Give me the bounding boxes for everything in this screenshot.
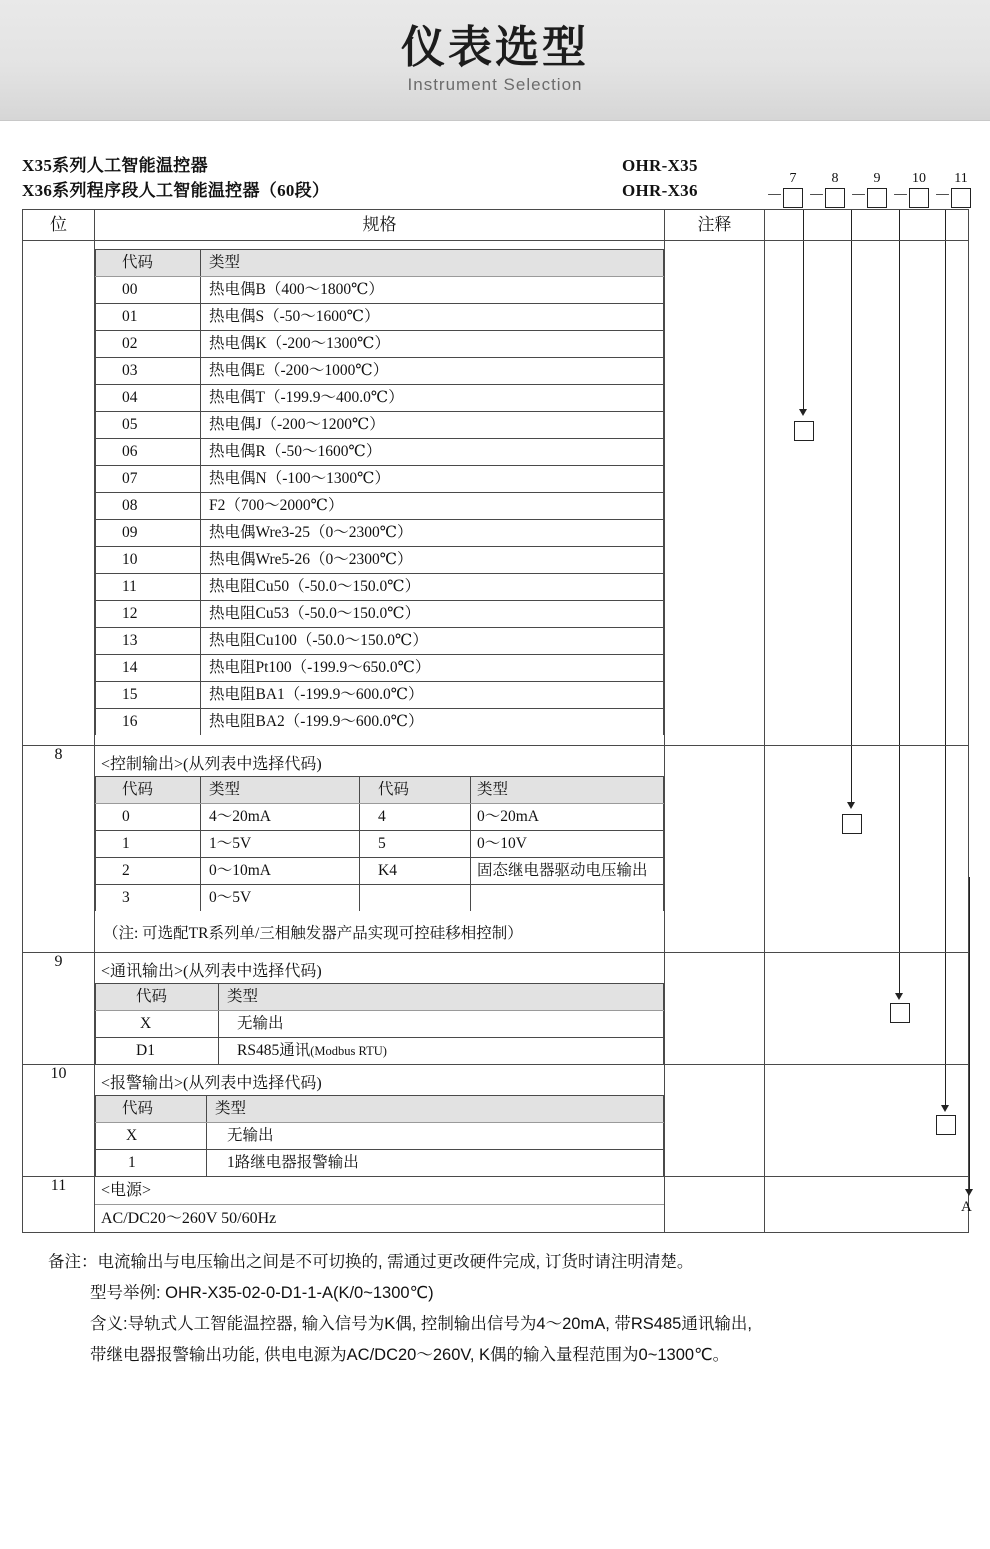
type-cell: 热电偶K（-200～1300℃） [201, 331, 664, 358]
section8-arrow-cell [765, 746, 969, 953]
table-row[interactable] [96, 885, 664, 912]
selection-sheet [0, 153, 990, 1371]
section8-head-code2: 代码 [360, 777, 471, 804]
arrow-line-10 [945, 241, 946, 745]
type-cell-2: 0～10V [471, 831, 664, 858]
code-cell-2: 5 [360, 831, 471, 858]
code-digit-7[interactable] [778, 171, 808, 208]
table-header-row [23, 210, 969, 241]
table-row[interactable] [96, 277, 664, 304]
arrow-line-10 [945, 1065, 946, 1107]
code-cell: X [96, 1123, 207, 1150]
table-row[interactable] [96, 547, 664, 574]
section10-spec [95, 1065, 665, 1177]
type-cell: 热电偶S（-50～1600℃） [201, 304, 664, 331]
arrow-line-10 [945, 746, 946, 952]
code-cell: 04 [96, 385, 201, 412]
table-row[interactable] [96, 804, 664, 831]
section9-list [95, 983, 664, 1064]
table-row[interactable] [96, 466, 664, 493]
section7-list-head [96, 250, 664, 277]
type-cell: 无输出 [207, 1123, 664, 1150]
code-cell: 02 [96, 331, 201, 358]
type-cell: 4～20mA [201, 804, 360, 831]
type-cell: F2（700～2000℃） [201, 493, 664, 520]
footer-line-4: 带继电器报警输出功能, 供电电源为AC/DC20～260V, K偶的输入量程范围为0~1300℃。 [90, 1346, 730, 1364]
code-digit-10-box[interactable] [909, 188, 929, 208]
table-row[interactable] [96, 858, 664, 885]
code-digit-11-label: 11 [954, 171, 968, 186]
arrow-head-9-icon [895, 993, 903, 1000]
section7-pos [23, 241, 95, 746]
type-cell: 热电偶Wre5-26（0～2300℃） [201, 547, 664, 574]
section8-spec [95, 746, 665, 953]
section10-head-type: 类型 [207, 1096, 664, 1123]
type-cell: 热电阻BA2（-199.9～600.0℃） [201, 709, 664, 736]
section8-head-type: 类型 [201, 777, 360, 804]
product-line-1: X35系列人工智能温控器 [22, 156, 208, 175]
section11-note [665, 1177, 765, 1233]
section11-spec [95, 1177, 665, 1233]
header-spec: 规格 [95, 210, 665, 241]
arrow-line-7 [803, 210, 804, 240]
arrow-line-9 [899, 210, 900, 240]
section8-title: <控制输出>(从列表中选择代码) [101, 756, 322, 773]
type-cell: 0～5V [201, 885, 360, 912]
row-section-9 [23, 953, 969, 1065]
type-cell-2: 固态继电器驱动电压输出 [471, 858, 664, 885]
code-cell: 3 [96, 885, 201, 912]
header-pos: 位 [23, 210, 95, 241]
table-row[interactable] [96, 655, 664, 682]
section9-head-type: 类型 [219, 984, 664, 1011]
section8-head-type2: 类型 [471, 777, 664, 804]
code-cell-2: 4 [360, 804, 471, 831]
section10-list [95, 1095, 664, 1176]
arrow-line-9 [899, 953, 900, 995]
section8-list-head [96, 777, 664, 804]
page-title-en: Instrument Selection [407, 75, 583, 95]
arrow-line-10 [945, 210, 946, 240]
code-digit-11[interactable] [946, 171, 976, 208]
code-cell: 08 [96, 493, 201, 520]
table-row[interactable] [96, 520, 664, 547]
code-cell: 12 [96, 601, 201, 628]
code-cell: 11 [96, 574, 201, 601]
arrow-line-8 [851, 746, 852, 804]
code-digit-11-box[interactable] [951, 188, 971, 208]
product-line-2: X36系列程序段人工智能温控器（60段） [22, 181, 330, 200]
dash-4: － [934, 186, 951, 205]
footer-line-3: 含义:导轨式人工智能温控器, 输入信号为K偶, 控制输出信号为4～20mA, 带RS485通讯输出, [90, 1315, 752, 1333]
section11-value: AC/DC20～260V 50/60Hz [101, 1210, 277, 1227]
code-cell: 14 [96, 655, 201, 682]
code-cell: X [96, 1011, 219, 1038]
arrow-head-11-icon [965, 1189, 973, 1196]
table-row[interactable] [96, 682, 664, 709]
section9-note [665, 953, 765, 1065]
specification-table [22, 209, 972, 1233]
table-row[interactable] [96, 1150, 664, 1177]
section8-note-text: （注: 可选配TR系列单/三相触发器产品实现可控硅移相控制） [103, 925, 523, 942]
section7-arrow-cell [765, 241, 969, 746]
section11-arrow-cell [765, 1177, 972, 1233]
type-cell-2 [471, 885, 664, 912]
section9-spec [95, 953, 665, 1065]
code-digit-8[interactable] [820, 171, 850, 208]
section7-note [665, 241, 765, 746]
type-cell: 热电阻BA1（-199.9～600.0℃） [201, 682, 664, 709]
header-note: 注释 [665, 210, 765, 241]
code-cell: 03 [96, 358, 201, 385]
code-cell: 15 [96, 682, 201, 709]
section7-spec [95, 241, 665, 746]
section9-head-code: 代码 [96, 984, 219, 1011]
arrow-line-8 [851, 210, 852, 240]
code-cell: 00 [96, 277, 201, 304]
section11-pos: 11 [23, 1177, 95, 1233]
type-cell: 0～10mA [201, 858, 360, 885]
type-cell: 热电偶B（400～1800℃） [201, 277, 664, 304]
table-row[interactable] [96, 1011, 664, 1038]
product-names [22, 153, 622, 203]
arrow-label-11: A [961, 1199, 972, 1215]
code-digit-7-box[interactable] [783, 188, 803, 208]
type-cell-2: 0～20mA [471, 804, 664, 831]
section10-head-code: 代码 [96, 1096, 207, 1123]
code-cell: 16 [96, 709, 201, 736]
code-digit-10-label: 10 [912, 171, 926, 186]
arrow-head-7-icon [799, 409, 807, 416]
table-row[interactable] [96, 601, 664, 628]
table-row[interactable] [96, 304, 664, 331]
footer-line-2: 型号举例: OHR-X35-02-0-D1-1-A(K/0~1300℃) [90, 1284, 434, 1302]
code-cell: 1 [96, 1150, 207, 1177]
code-cell-2: K4 [360, 858, 471, 885]
dash-3: － [892, 186, 909, 205]
arrow-box-10 [936, 1115, 956, 1135]
section7-block [95, 241, 664, 745]
type-cell: 热电偶E（-200～1000℃） [201, 358, 664, 385]
type-cell: 无输出 [219, 1011, 664, 1038]
code-cell: 05 [96, 412, 201, 439]
code-digit-9[interactable] [862, 171, 892, 208]
code-digit-7-label: 7 [789, 171, 797, 186]
section10-title: <报警输出>(从列表中选择代码) [101, 1075, 322, 1092]
type-cell: 1～5V [201, 831, 360, 858]
section9-list-head [96, 984, 664, 1011]
dash-0: － [766, 186, 783, 205]
section10-pos: 10 [23, 1065, 95, 1177]
section9-arrow-cell [765, 953, 969, 1065]
arrow-box-7 [794, 421, 814, 441]
section9-pos: 9 [23, 953, 95, 1065]
table-row[interactable] [96, 628, 664, 655]
dash-1: － [808, 186, 825, 205]
section10-note [665, 1065, 765, 1177]
code-cell: 06 [96, 439, 201, 466]
code-cell: 01 [96, 304, 201, 331]
type-cell: 热电阻Pt100（-199.9～650.0℃） [201, 655, 664, 682]
code-cell: 09 [96, 520, 201, 547]
type-cell: 热电偶R（-50～1600℃） [201, 439, 664, 466]
code-digit-9-box[interactable] [867, 188, 887, 208]
table-row[interactable] [96, 331, 664, 358]
section10-list-head [96, 1096, 664, 1123]
model-2: OHR-X36 [622, 181, 698, 200]
dash-2: － [850, 186, 867, 205]
footer-line-1: 备注：电流输出与电压输出之间是不可切换的, 需通过更改硬件完成, 订货时请注明清楚。 [48, 1253, 694, 1271]
section8-note [665, 746, 765, 953]
table-row[interactable] [96, 1038, 664, 1065]
type-cell: 热电偶N（-100～1300℃） [201, 466, 664, 493]
code-cell: 10 [96, 547, 201, 574]
code-cell: 2 [96, 858, 201, 885]
table-row[interactable] [96, 574, 664, 601]
row-section-10 [23, 1065, 969, 1177]
row-section-8 [23, 746, 969, 953]
type-cell: 热电阻Cu100（-50.0～150.0℃） [201, 628, 664, 655]
type-cell: 热电偶Wre3-25（0～2300℃） [201, 520, 664, 547]
row-section-11 [23, 1177, 969, 1233]
code-cell: 07 [96, 466, 201, 493]
arrow-line-10 [945, 953, 946, 1064]
arrow-head-10-icon [941, 1105, 949, 1112]
section7-list [95, 249, 664, 735]
type-cell: 热电阻Cu53（-50.0～150.0℃） [201, 601, 664, 628]
model-code-boxes [766, 171, 976, 208]
code-cell-2 [360, 885, 471, 912]
type-cell: 热电偶J（-200～1200℃） [201, 412, 664, 439]
table-row[interactable] [96, 385, 664, 412]
section7-head-type: 类型 [201, 250, 664, 277]
header-arrow-cell [765, 210, 969, 241]
model-1: OHR-X35 [622, 156, 698, 175]
section8-pos: 8 [23, 746, 95, 953]
arrow-line-9 [899, 241, 900, 745]
section7-head-code: 代码 [96, 250, 201, 277]
table-row[interactable] [96, 439, 664, 466]
arrow-box-8 [842, 814, 862, 834]
type-cell: 热电阻Cu50（-50.0～150.0℃） [201, 574, 664, 601]
type-cell: 热电偶T（-199.9～400.0℃） [201, 385, 664, 412]
arrow-line-7 [803, 241, 804, 411]
arrow-line-9 [899, 746, 900, 952]
arrow-head-8-icon [847, 802, 855, 809]
type-cell-sub: (Modbus RTU) [310, 1044, 387, 1058]
code-digit-10[interactable] [904, 171, 934, 208]
row-section-7 [23, 241, 969, 746]
page-title-cn: 仪表选型 [401, 22, 589, 72]
table-row[interactable] [96, 358, 664, 385]
type-cell [219, 1038, 664, 1065]
table-row[interactable] [96, 709, 664, 736]
product-models [622, 153, 762, 203]
section10-arrow-cell [765, 1065, 969, 1177]
table-row[interactable] [96, 412, 664, 439]
arrow-line-8 [851, 241, 852, 745]
type-cell-main: RS485通讯 [237, 1042, 311, 1059]
code-cell: D1 [96, 1038, 219, 1065]
section11-title: <电源> [95, 1177, 664, 1205]
table-row[interactable] [96, 493, 664, 520]
page-header [0, 0, 990, 121]
section8-head-code: 代码 [96, 777, 201, 804]
code-digit-9-label: 9 [873, 171, 881, 186]
table-row[interactable] [96, 831, 664, 858]
arrow-line-11 [969, 877, 970, 1189]
code-cell: 0 [96, 804, 201, 831]
code-cell: 1 [96, 831, 201, 858]
section8-list [95, 776, 664, 911]
code-digit-8-label: 8 [831, 171, 839, 186]
code-digit-8-box[interactable] [825, 188, 845, 208]
table-row[interactable] [96, 1123, 664, 1150]
footer-notes [22, 1247, 968, 1371]
code-cell: 13 [96, 628, 201, 655]
arrow-box-9 [890, 1003, 910, 1023]
section9-title: <通讯输出>(从列表中选择代码) [101, 963, 322, 980]
type-cell: 1路继电器报警输出 [207, 1150, 664, 1177]
